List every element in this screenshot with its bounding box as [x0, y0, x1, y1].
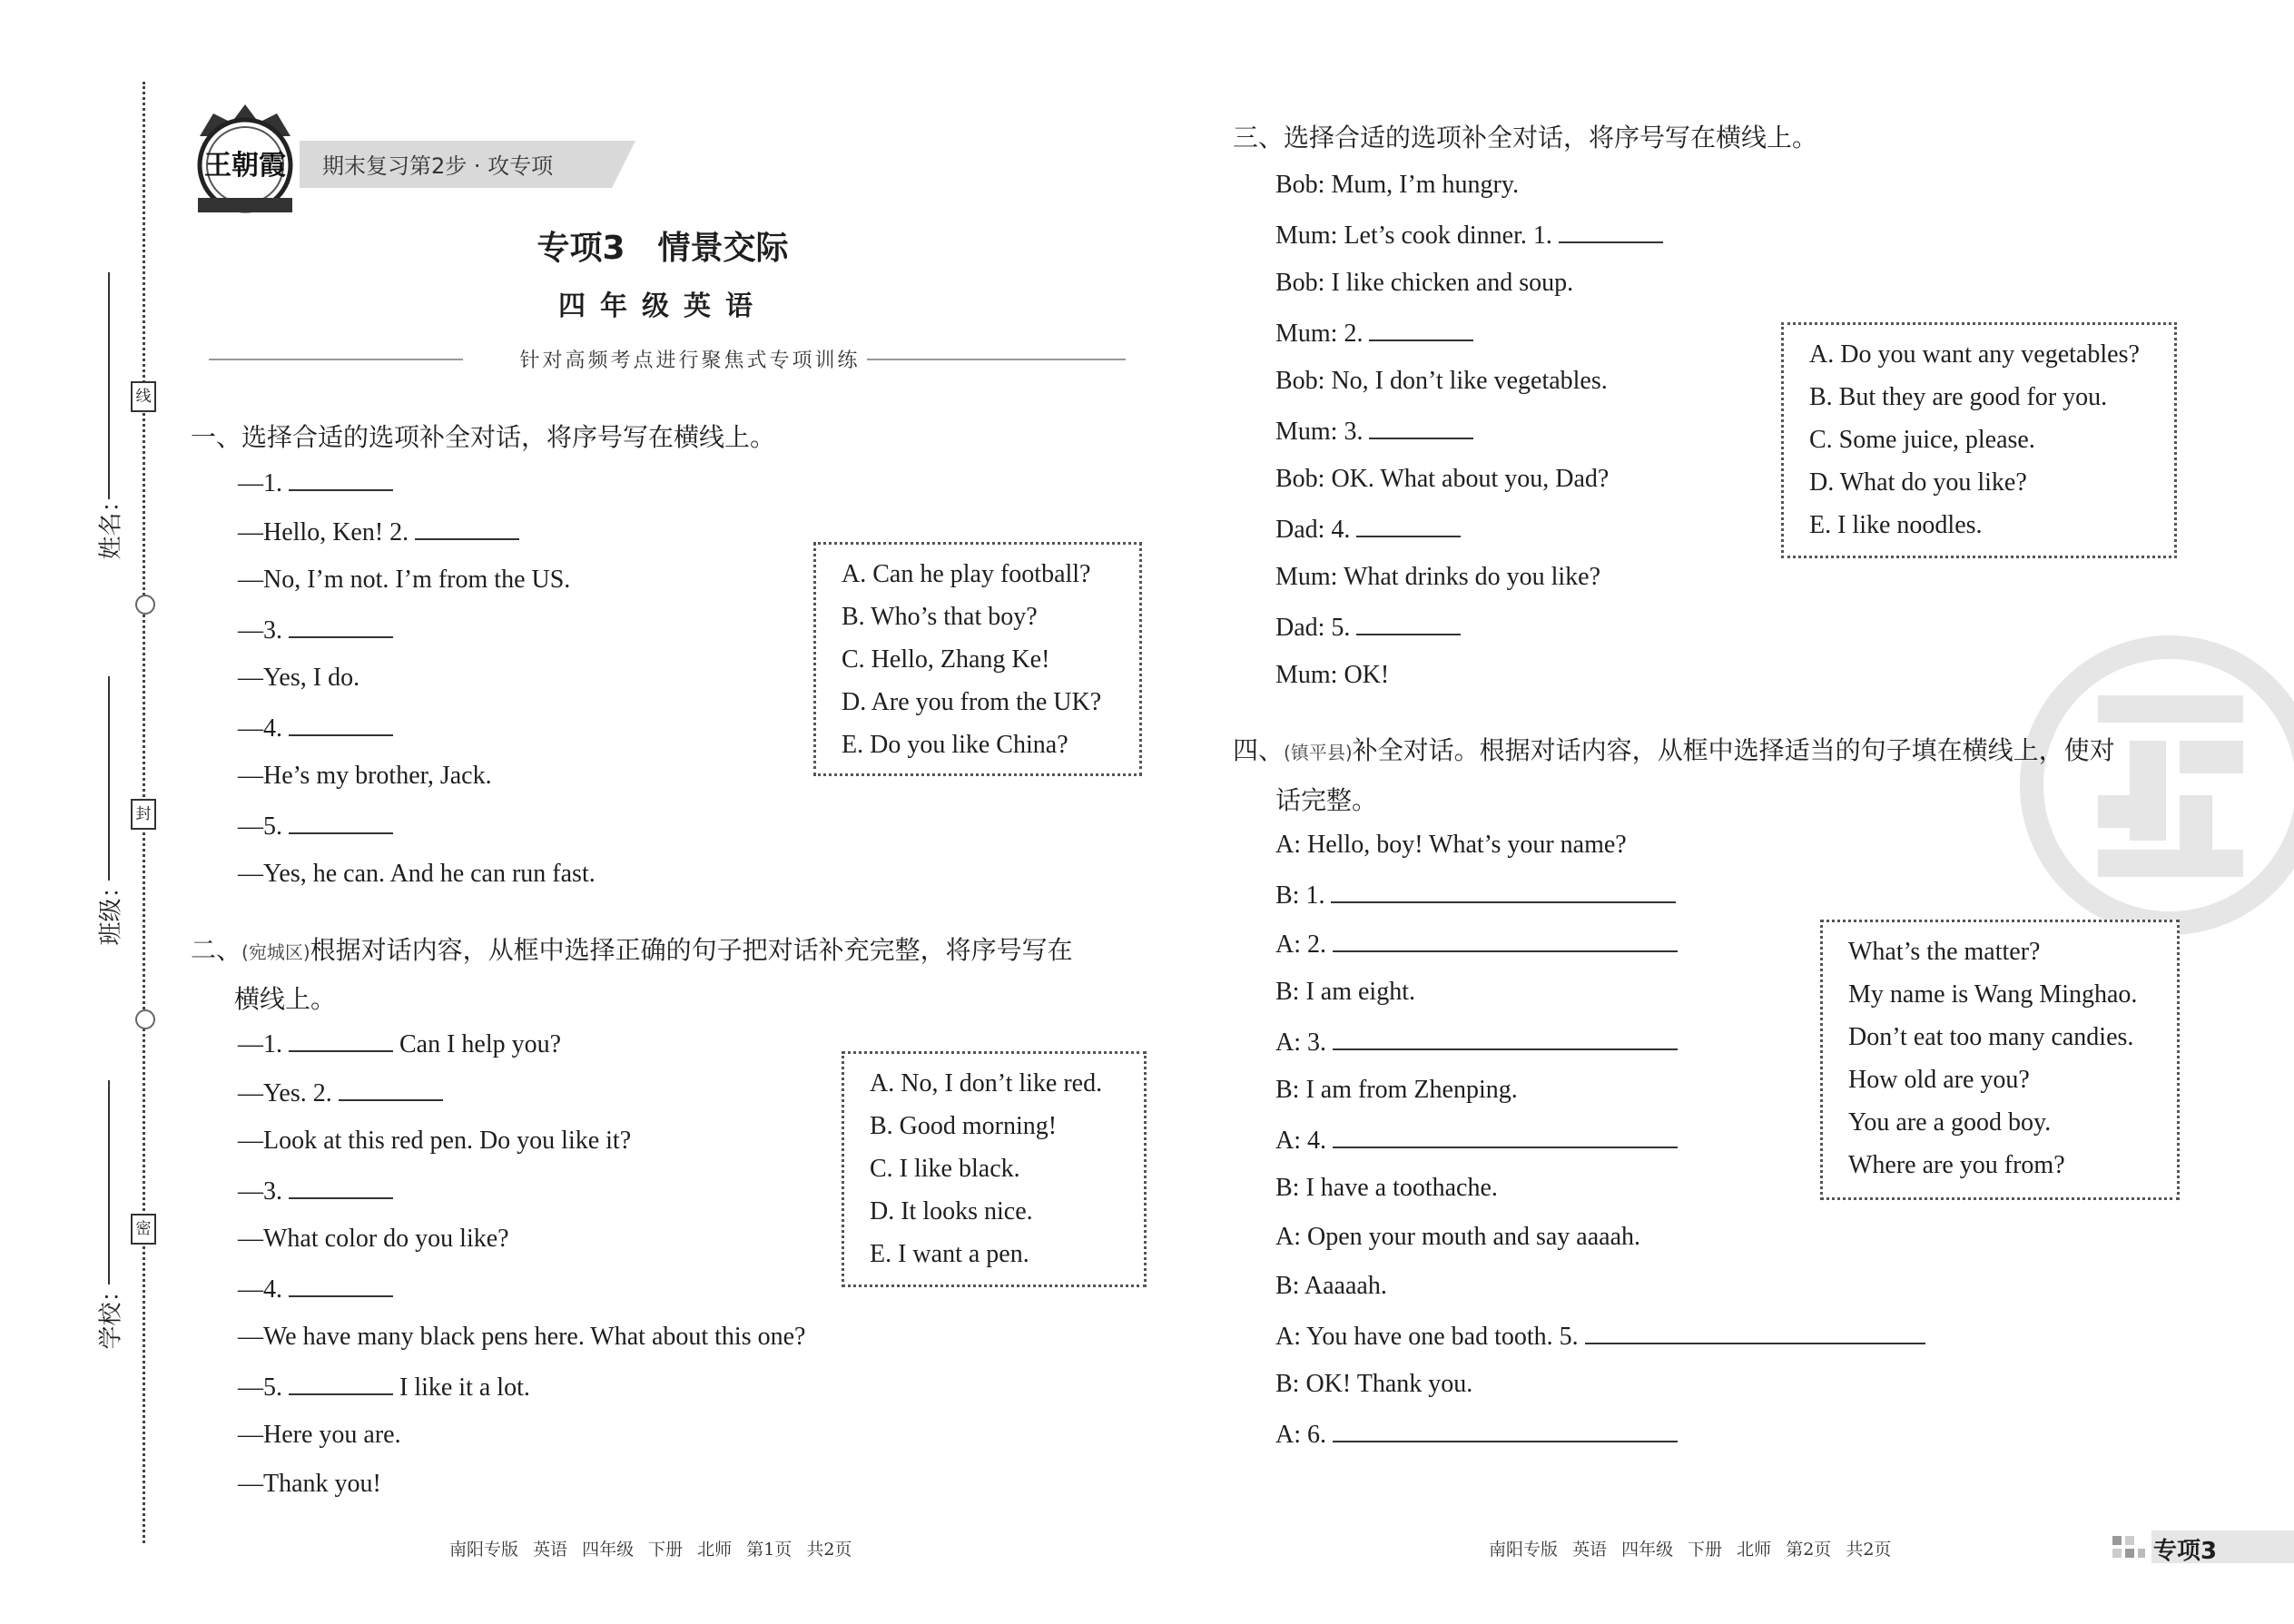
answer-blank[interactable]: [289, 615, 393, 638]
option-item: How old are you?: [1848, 1066, 2030, 1094]
option-item: E. I like noodles.: [1809, 511, 1983, 539]
brand-logo: [182, 100, 309, 218]
logo-crest-icon: [182, 100, 309, 218]
s4-line-4: B: I am eight.: [1275, 978, 1415, 1006]
answer-blank[interactable]: [1333, 929, 1678, 952]
section1-options-box: [813, 542, 1142, 776]
answer-blank[interactable]: [1369, 416, 1473, 439]
answer-blank[interactable]: [1369, 318, 1473, 341]
s4-line-8: B: I have a toothache.: [1275, 1174, 1498, 1202]
page-subtitle: 四年级英语: [558, 290, 767, 322]
option-item: E. Do you like China?: [842, 731, 1068, 759]
s1-line-6: —4.: [238, 713, 393, 743]
s3-line-6: Mum: 3.: [1275, 416, 1473, 447]
corner-squares-icon: [2111, 1534, 2147, 1565]
option-item: What’s the matter?: [1848, 938, 2041, 966]
option-item: D. What do you like?: [1809, 468, 2027, 497]
s3-line-3: Bob: I like chicken and soup.: [1275, 269, 1574, 297]
corner-label: 专项3: [2153, 1538, 2218, 1565]
class-underline[interactable]: [108, 676, 110, 881]
answer-blank[interactable]: [289, 811, 393, 834]
footer-left: 南阳专版 英语 四年级 下册 北师 第1页 共2页: [449, 1540, 852, 1560]
watermark-seal: [2020, 635, 2294, 935]
s3-line-7: Bob: OK. What about you, Dad?: [1275, 465, 1610, 493]
s2-line-1: —1. Can I help you?: [238, 1030, 562, 1058]
s4-line-13: A: 6.: [1275, 1419, 1678, 1450]
answer-blank[interactable]: [289, 468, 393, 491]
answer-blank[interactable]: [1333, 1027, 1678, 1050]
s1-line-2: —Hello, Ken! 2.: [238, 517, 519, 547]
s3-line-10: Dad: 5.: [1275, 612, 1461, 643]
answer-blank[interactable]: [1333, 1419, 1678, 1442]
option-item: E. I want a pen.: [870, 1240, 1029, 1268]
s1-line-9: —Yes, he can. And he can run fast.: [238, 860, 596, 888]
answer-blank[interactable]: [1585, 1321, 1925, 1344]
option-item: A. Do you want any vegetables?: [1809, 340, 2140, 369]
option-item: D. Are you from the UK?: [842, 688, 1102, 716]
s2-line-6: —4.: [238, 1274, 393, 1304]
seal-char-feng: 封: [131, 799, 156, 830]
section3-options-box: [1781, 322, 2177, 558]
s1-line-1: —1.: [238, 468, 393, 498]
option-item: C. Some juice, please.: [1809, 426, 2035, 454]
section2-options-box: [842, 1051, 1147, 1287]
section1-heading: 一、选择合适的选项补全对话，将序号写在横线上。: [191, 422, 776, 452]
s1-line-8: —5.: [238, 811, 393, 842]
s2-line-5: —What color do you like?: [238, 1225, 509, 1253]
option-item: A. Can he play football?: [842, 560, 1091, 588]
option-item: My name is Wang Minghao.: [1848, 980, 2138, 1009]
section2-heading-cont: 横线上。: [234, 984, 337, 1014]
seal-char-mi: 密: [131, 1214, 156, 1245]
s2-line-4: —3.: [238, 1176, 393, 1206]
name-underline[interactable]: [108, 272, 110, 499]
seal-watermark-icon: [2043, 659, 2294, 913]
banner-text: 期末复习第2步 · 攻专项: [322, 153, 554, 179]
binding-dot: [135, 595, 155, 615]
option-item: You are a good boy.: [1848, 1108, 2052, 1137]
option-item: B. But they are good for you.: [1809, 383, 2108, 411]
s4-line-11: A: You have one bad tooth. 5.: [1275, 1321, 1925, 1352]
s2-line-9: —Here you are.: [238, 1421, 401, 1449]
option-item: C. I like black.: [870, 1155, 1020, 1183]
logo-text: 王朝霞: [204, 150, 286, 182]
s2-line-3: —Look at this red pen. Do you like it?: [238, 1127, 632, 1155]
s4-line-5: A: 3.: [1275, 1027, 1678, 1058]
option-item: B. Good morning!: [870, 1112, 1058, 1140]
s3-line-4: Mum: 2.: [1275, 318, 1473, 349]
s3-line-5: Bob: No, I don’t like vegetables.: [1275, 367, 1608, 395]
s2-line-2: —Yes. 2.: [238, 1078, 443, 1108]
answer-blank[interactable]: [1331, 880, 1676, 903]
option-item: A. No, I don’t like red.: [870, 1069, 1103, 1097]
answer-blank[interactable]: [1356, 514, 1461, 537]
s4-line-2: B: 1.: [1275, 880, 1676, 910]
school-underline[interactable]: [108, 1080, 110, 1284]
slogan-rule-right: [867, 359, 1126, 360]
answer-blank[interactable]: [339, 1078, 443, 1101]
answer-blank[interactable]: [289, 1274, 393, 1297]
option-item: Don’t eat too many candies.: [1848, 1023, 2134, 1051]
s1-line-3: —No, I’m not. I’m from the US.: [238, 566, 571, 594]
s4-line-1: A: Hello, boy! What’s your name?: [1275, 831, 1627, 859]
s1-line-7: —He’s my brother, Jack.: [238, 762, 492, 790]
section3-heading: 三、选择合适的选项补全对话，将序号写在横线上。: [1233, 123, 1818, 153]
footer-right: 南阳专版 英语 四年级 下册 北师 第2页 共2页: [1489, 1540, 1892, 1560]
seal-char-xian: 线: [131, 381, 156, 412]
s3-line-2: Mum: Let’s cook dinner. 1.: [1275, 220, 1663, 251]
section4-heading: 四、(镇平县)补全对话。根据对话内容，从框中选择适当的句子填在横线上，使对: [1233, 735, 2115, 765]
s4-line-3: A: 2.: [1275, 929, 1678, 960]
region-tag: (镇平县): [1284, 742, 1353, 763]
option-item: B. Who’s that boy?: [842, 603, 1038, 631]
answer-blank[interactable]: [289, 713, 393, 736]
answer-blank[interactable]: [1559, 220, 1663, 243]
slogan: 针对高频考点进行聚焦式专项训练: [519, 349, 861, 372]
s4-line-12: B: OK! Thank you.: [1275, 1370, 1473, 1398]
s4-line-9: A: Open your mouth and say aaaah.: [1275, 1223, 1640, 1251]
class-label: 班级：: [97, 874, 125, 946]
s1-line-4: —3.: [238, 615, 393, 645]
s4-line-10: B: Aaaaah.: [1275, 1272, 1387, 1300]
binding-dot: [135, 1009, 155, 1029]
section2-heading: 二、(宛城区)根据对话内容，从框中选择正确的句子把对话补充完整，将序号写在: [191, 935, 1073, 965]
region-tag: (宛城区): [241, 941, 310, 963]
slogan-rule-left: [209, 359, 463, 360]
s4-line-6: B: I am from Zhenping.: [1275, 1076, 1518, 1104]
section4-options-box: [1820, 920, 2180, 1200]
option-item: D. It looks nice.: [870, 1197, 1033, 1225]
school-label: 学校：: [97, 1278, 125, 1350]
s3-line-1: Bob: Mum, I’m hungry.: [1275, 171, 1520, 199]
answer-blank[interactable]: [415, 517, 519, 540]
s4-line-7: A: 4.: [1275, 1125, 1678, 1156]
answer-blank[interactable]: [1356, 612, 1461, 635]
s2-line-8: —5. I like it a lot.: [238, 1373, 530, 1402]
name-label: 姓名：: [97, 488, 125, 560]
answer-blank[interactable]: [289, 1029, 393, 1052]
s3-line-8: Dad: 4.: [1275, 514, 1461, 545]
section4-heading-cont: 话完整。: [1275, 785, 1378, 815]
s2-line-10: —Thank you!: [238, 1470, 381, 1498]
s3-line-9: Mum: What drinks do you like?: [1275, 563, 1600, 591]
option-item: C. Hello, Zhang Ke!: [842, 645, 1050, 674]
s2-line-7: —We have many black pens here. What about this one?: [238, 1323, 806, 1351]
s1-line-5: —Yes, I do.: [238, 664, 360, 692]
answer-blank[interactable]: [289, 1176, 393, 1199]
option-item: Where are you from?: [1848, 1151, 2065, 1179]
answer-blank[interactable]: [1333, 1125, 1678, 1148]
s3-line-11: Mum: OK!: [1275, 661, 1390, 689]
page-title: 专项3 情景交际: [537, 230, 789, 267]
answer-blank[interactable]: [289, 1372, 393, 1395]
